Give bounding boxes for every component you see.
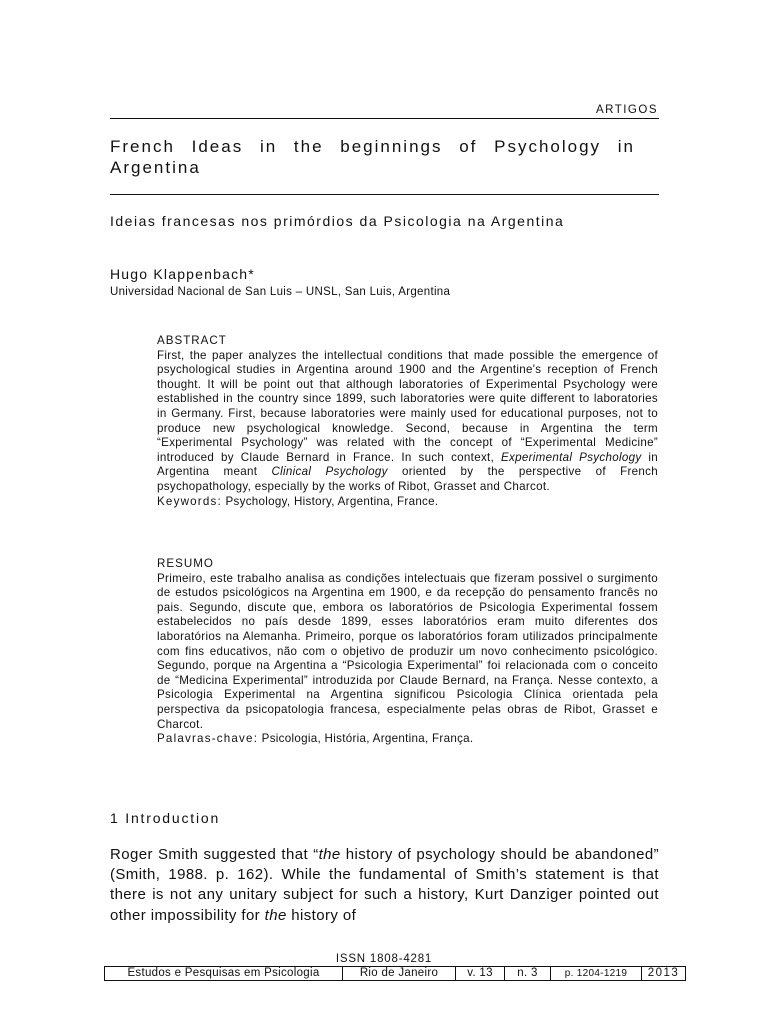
resumo-text: Primeiro, este trabalho analisa as condições intelectuais que fizeram possivel o surgimento de estudos psicológicos na Argentina em 1900, e da recepção do pensamento francês no pais. Segundo, discute que, embora os laboratórios de Psicologia Experimental fossem estabelecidos no país desde 1899, esses laboratórios eram muito diferentes dos laboratórios na Alemanha. Primeiro, porque os laboratórios foram utilizados principalmente com fins educativos, não com o objetivo de produzir um novo conhecimento psicológico. Segundo, porque na Argentina a “Psicologia Experimental” foi relacionada com o conceito de “Medicina Experimental” introduzida por Claude Bernard, na França. Nesse contexto, a Psicologia Experimental na Argentina significou Psicologia Clínica orientada pela perspectiva da psicopatologia francesa, especialmente pelas obras de Ribot, Grasset e Charcot.: [157, 571, 658, 731]
issn-label: ISSN 1808-4281: [335, 953, 433, 965]
introduction-heading: 1 Introduction: [110, 810, 221, 826]
resumo-section: [157, 557, 658, 747]
abstract-section: [157, 334, 658, 509]
footer-pages: p. 1204-1219: [551, 967, 642, 980]
abstract-text-part: in Argentina meant: [157, 450, 658, 479]
resumo-heading: RESUMO: [157, 557, 214, 570]
abstract-heading: ABSTRACT: [157, 334, 227, 347]
introduction-text: [110, 845, 659, 926]
keywords-list: Psychology, History, Argentina, France.: [225, 494, 439, 508]
footer-journal: Estudos e Pesquisas em Psicologia: [105, 967, 343, 980]
resumo-keywords: [157, 732, 658, 747]
article-title-english: French Ideas in the beginnings of Psychology in Argentina: [110, 137, 636, 177]
title-divider: [110, 194, 659, 195]
section-label: ARTIGOS: [595, 104, 658, 116]
intro-text-part: history of psychology should be abandoned” (Smith, 1988. p. 162). While the fundamental of Smith’s statement is that there is not any unitary subject for such a history, Kurt Danziger pointed out other impossibility for: [110, 846, 659, 924]
intro-text-part: Roger Smith suggested that “: [110, 846, 319, 863]
abstract-text-part: oriented by the perspective of French psychopathology, especially by the works of Ribot, Grasset and Charcot.: [157, 465, 658, 493]
abstract-emphasis: Clinical Psychology: [271, 465, 388, 479]
abstract-text: [157, 349, 658, 495]
palavras-chave-label: Palavras-chave:: [157, 732, 259, 746]
article-title-portuguese: Ideias francesas nos primórdios da Psicologia na Argentina: [110, 213, 565, 229]
citation-footer: [104, 966, 686, 981]
abstract-keywords: [157, 495, 658, 510]
intro-emphasis: the: [318, 846, 341, 863]
footer-volume: v. 13: [456, 967, 505, 980]
keywords-label: Keywords:: [157, 494, 222, 508]
intro-text-part: history of: [286, 906, 357, 924]
footer-year: 2013: [647, 967, 680, 979]
author-affiliation: Universidad Nacional de San Luis – UNSL, San Luis, Argentina: [110, 286, 451, 298]
abstract-emphasis: Experimental Psychology: [501, 450, 642, 464]
palavras-chave-list: Psicologia, História, Argentina, França.: [261, 732, 474, 746]
author-name: Hugo Klappenbach*: [110, 266, 255, 282]
footer-city: Rio de Janeiro: [343, 967, 456, 980]
intro-emphasis: the: [264, 906, 287, 924]
footer-number: n. 3: [505, 967, 551, 980]
abstract-text-part: First, the paper analyzes the intellectual conditions that made possible the emergence of psychological studies in Argentina around 1900 and the Argentine's reception of French thought. It will be point out that although laboratories of Experimental Psychology were established in the country since 1899, such laboratories were quite different to laboratories in Germany. First, because laboratories were mainly used for educational purposes, not to produce new psychological knowledge. Second, because in Argentina the term “Experimental Psychology” was related with the concept of “Experimental Medicine” introduced by Claude Bernard in France. In such context,: [157, 348, 658, 464]
top-divider: [110, 118, 659, 119]
